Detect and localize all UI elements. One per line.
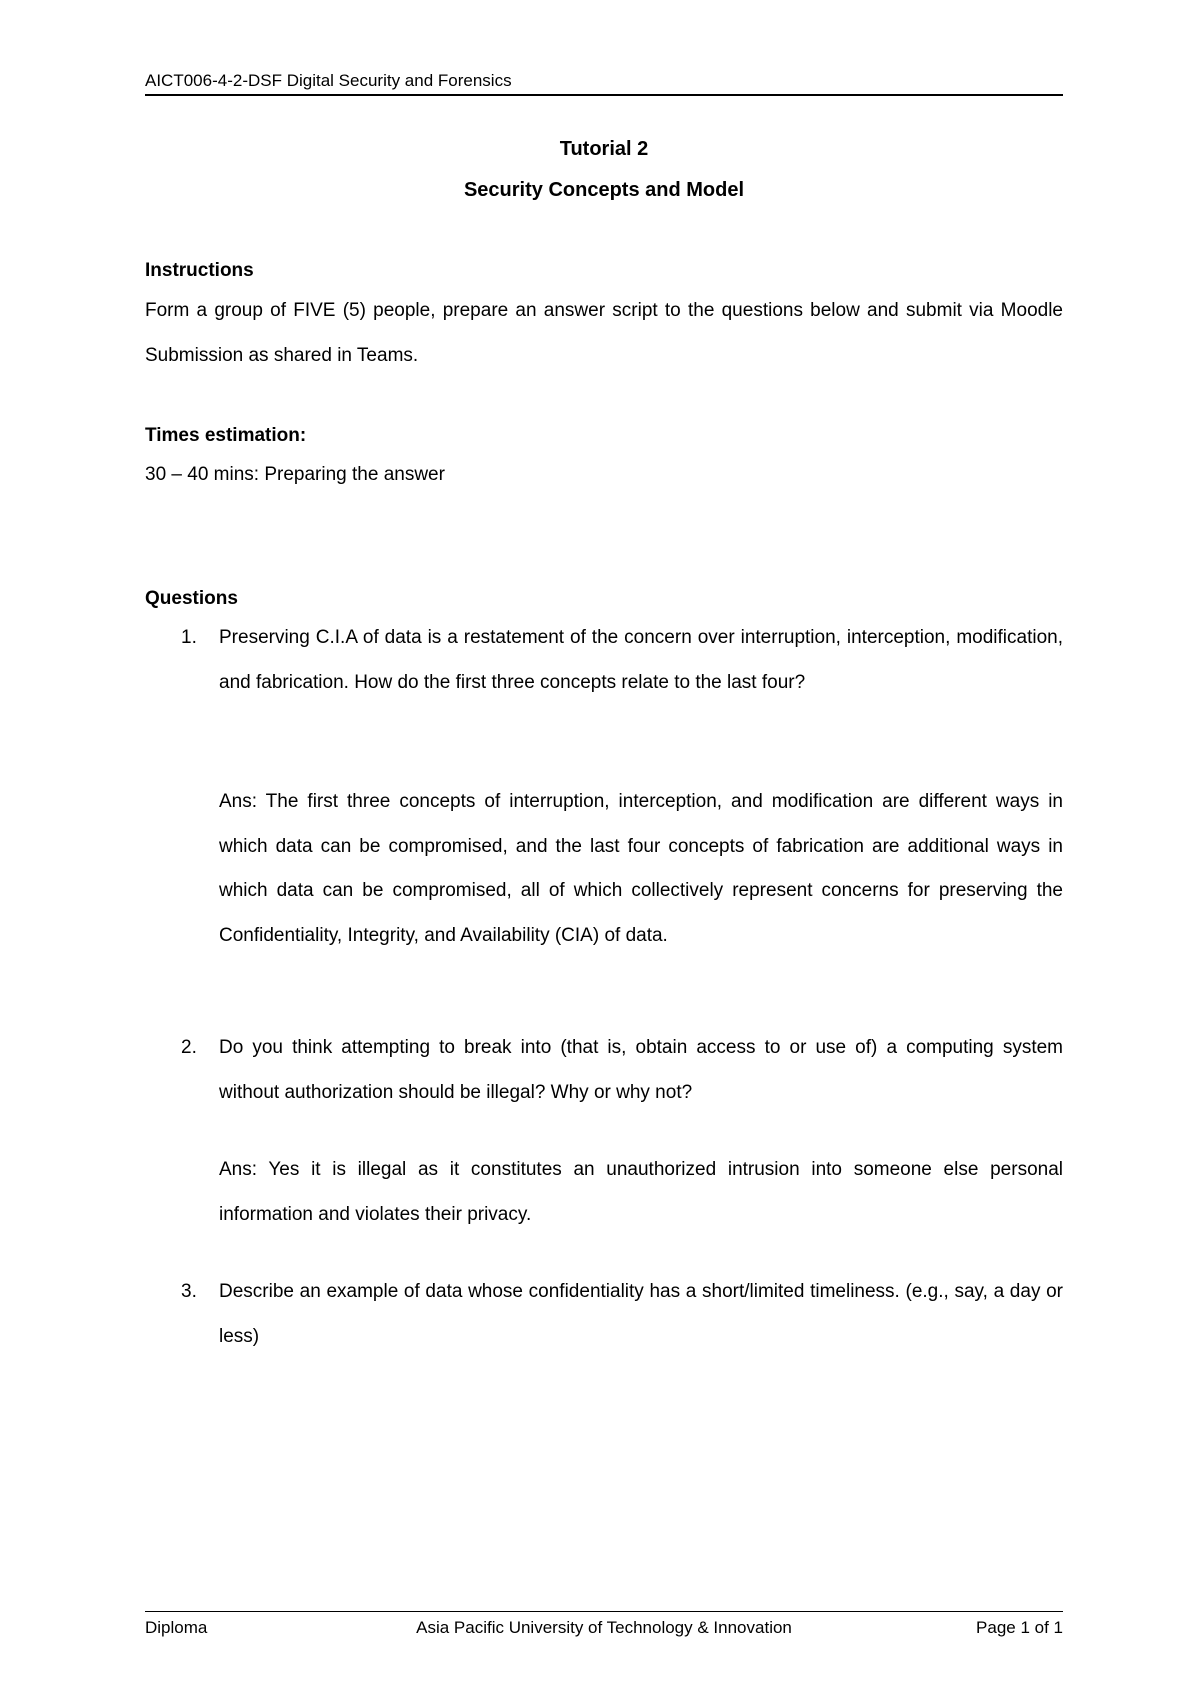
- questions-heading: Questions: [145, 588, 238, 609]
- footer-program: Diploma: [145, 1618, 208, 1637]
- times-heading: Times estimation:: [145, 425, 307, 446]
- header-divider: [145, 94, 1063, 96]
- tutorial-subtitle: Security Concepts and Model: [463, 179, 745, 201]
- answer-text: Ans: The first three concepts of interruption, interception, and modification are different ways in which data can be compromised, and the last four concepts of fabrication are additional ways in which data can be compromised, all of which collectively represent concerns for preserving the Confidentiality, Integrity, and Availability (CIA) of data.: [219, 791, 1063, 946]
- question-text: Preserving C.I.A of data is a restatement of the concern over interruption, interception, modification, and fabrication. How do the first three concepts relate to the last four?: [219, 627, 1063, 693]
- question-number: 1.: [181, 627, 197, 648]
- question-number: 3.: [181, 1281, 197, 1302]
- page-header: AICT006-4-2-DSF Digital Security and Forensics: [145, 71, 512, 90]
- footer-page-number: Page 1 of 1: [976, 1618, 1063, 1637]
- tutorial-title: Tutorial 2: [559, 138, 649, 160]
- footer-divider: [145, 1611, 1063, 1612]
- answer-text: Ans: Yes it is illegal as it constitutes an unauthorized intrusion into someone else personal information and violates their privacy.: [219, 1159, 1063, 1225]
- instructions-heading: Instructions: [145, 260, 254, 281]
- times-text: 30 – 40 mins: Preparing the answer: [145, 464, 445, 485]
- instructions-text: Form a group of FIVE (5) people, prepare an answer script to the questions below and submit via Moodle Submission as shared in Teams.: [145, 300, 1063, 366]
- question-text: Describe an example of data whose confidentiality has a short/limited timeliness. (e.g., say, a day or less): [219, 1281, 1063, 1347]
- question-number: 2.: [181, 1037, 197, 1058]
- footer-institution: Asia Pacific University of Technology & Innovation: [416, 1618, 792, 1637]
- question-text: Do you think attempting to break into (that is, obtain access to or use of) a computing system without authorization should be illegal? Why or why not?: [219, 1037, 1063, 1103]
